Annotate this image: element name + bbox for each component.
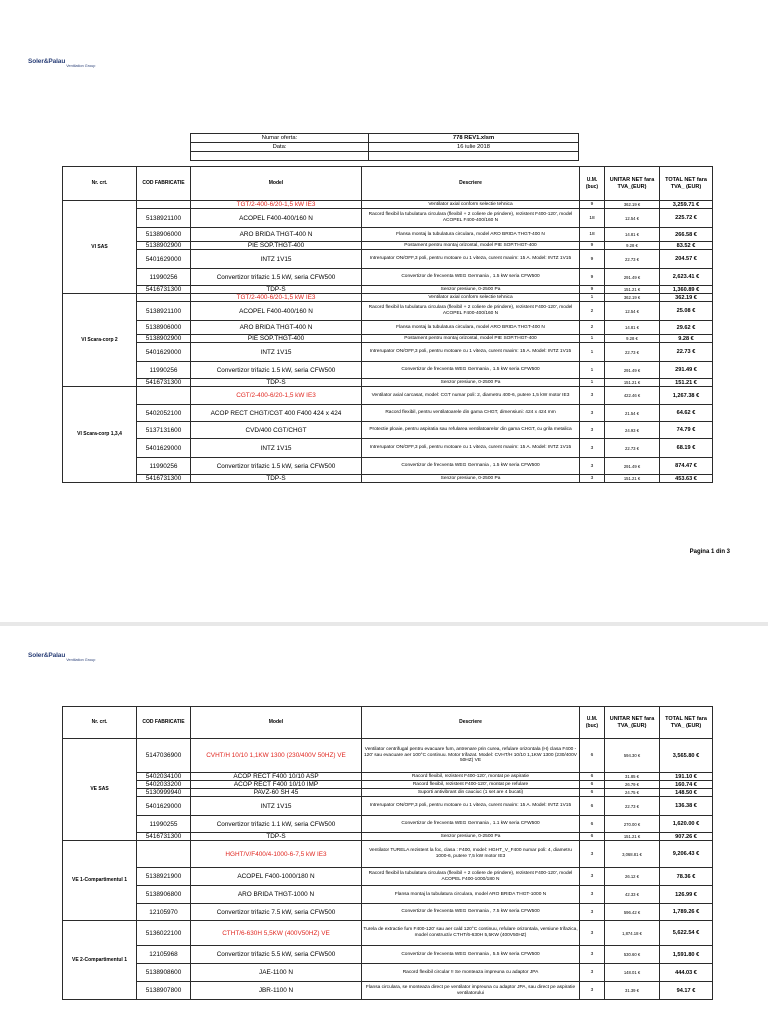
header-total-price: TOTAL NET fara TVA_ (EUR) <box>660 707 713 739</box>
offer-number-label: Numar oferta: <box>191 134 369 143</box>
total-price: 1,620.00 € <box>660 816 713 833</box>
unit-price: 362.19 € <box>605 201 660 209</box>
total-price: 1,591.80 € <box>660 946 713 964</box>
unit-price: 596.42 € <box>605 904 660 921</box>
quantity: 9 <box>580 269 605 286</box>
quantity: 3 <box>580 405 605 422</box>
product-model: CVD/400 CGT/CHGT <box>191 422 362 439</box>
unit-price: 24.75 € <box>605 789 660 797</box>
quantity: 18 <box>580 209 605 228</box>
quantity: 3 <box>580 886 605 904</box>
unit-price: 148.01 € <box>605 964 660 982</box>
table-row <box>63 269 713 286</box>
table-row <box>63 458 713 475</box>
offer-blank-cell <box>191 152 369 161</box>
product-model: ARO BRIDA THGT-1000 N <box>191 886 362 904</box>
table-row <box>63 739 713 773</box>
header-unit-price: UNITAR NET fara TVA_(EUR) <box>605 167 660 201</box>
product-model: INTZ 1V15 <box>191 439 362 458</box>
table-row <box>63 286 713 294</box>
unit-price: 422.46 € <box>605 387 660 405</box>
quantity: 3 <box>580 946 605 964</box>
quantity: 3 <box>580 868 605 886</box>
company-logo <box>28 652 95 662</box>
unit-price: 291.49 € <box>605 458 660 475</box>
page-number: Pagina 1 din 3 <box>689 549 730 555</box>
product-code: 11990256 <box>137 269 191 286</box>
product-code: 5402052100 <box>137 405 191 422</box>
header-unit-price: UNITAR NET fara TVA_(EUR) <box>605 707 660 739</box>
product-model: ACOP RECT CHGT/CGT 400 F400 424 x 424 <box>191 405 362 422</box>
total-price: 291.49 € <box>660 362 713 379</box>
product-model: CVHT/H 10/10 1,1KW 1300 (230/400V 50HZ) VE <box>191 739 362 773</box>
unit-price: 151.21 € <box>605 379 660 387</box>
table-row <box>63 833 713 841</box>
offer-number-value: 778 REV1.xlsm <box>369 134 579 143</box>
total-price: 266.58 € <box>660 228 713 242</box>
product-code: 5138921900 <box>137 868 191 886</box>
quantity: 1 <box>580 294 605 302</box>
product-model: Convertizor trifazic 1.5 kW, seria CFW500 <box>191 269 362 286</box>
product-model: TGT/2-400-6/20-1,5 kW IE3 <box>191 294 362 302</box>
product-code: 5137131600 <box>137 422 191 439</box>
product-model: ACOPEL F400-400/160 N <box>191 302 362 321</box>
unit-price: 21.54 € <box>605 405 660 422</box>
unit-price: 22.73 € <box>605 250 660 269</box>
table-body <box>63 201 713 483</box>
product-model: JAE-1100 N <box>191 964 362 982</box>
table-row <box>63 242 713 250</box>
unit-price: 270.00 € <box>605 816 660 833</box>
product-model: TGT/2-400-6/20-1,5 kW IE3 <box>191 201 362 209</box>
quantity: 3 <box>580 422 605 439</box>
total-price: 78.36 € <box>660 868 713 886</box>
table-row <box>63 773 713 781</box>
header-nr: Nr. crt. <box>63 167 137 201</box>
product-description: Racord flexibil la tubulatura circulara (flexibil + 2 coliere de prindere), rezistent F400-120', model ACOPEL F400-400/160 N <box>362 302 580 321</box>
header-model: Model <box>191 167 362 201</box>
quantity: 3 <box>580 904 605 921</box>
offer-blank-cell <box>369 152 579 161</box>
header-nr: Nr. crt. <box>63 707 137 739</box>
offer-page-2 <box>0 626 768 1024</box>
total-price: 453.63 € <box>660 475 713 483</box>
total-price: 9,206.43 € <box>660 841 713 868</box>
logo-subtitle: Ventilation Group <box>66 658 96 662</box>
company-logo <box>28 58 95 68</box>
product-code: 5138906000 <box>137 228 191 242</box>
unit-price: 14.81 € <box>605 228 660 242</box>
product-model: ACOP RECT F400 10/10 IMP <box>191 781 362 789</box>
table-row <box>63 405 713 422</box>
product-code: 5130999940 <box>137 789 191 797</box>
product-model: TDP-S <box>191 286 362 294</box>
product-description: Suporti antivibrant din cauciuc (1 set are 4 bucati) <box>362 789 580 797</box>
offer-date-value: 16 iulie 2018 <box>369 143 579 152</box>
table-row <box>63 921 713 946</box>
product-code: 5138906800 <box>137 886 191 904</box>
total-price: 225.72 € <box>660 209 713 228</box>
product-code: 5416731300 <box>137 379 191 387</box>
product-model: HGHT/V/F400/4-1000-6-7,5 kW IE3 <box>191 841 362 868</box>
product-code: 12105970 <box>137 904 191 921</box>
unit-price: 22.73 € <box>605 343 660 362</box>
unit-price: 594.30 € <box>605 739 660 773</box>
product-description: Ventilator TURELA rezistent la foc, clasa : F400, model: HGHT_V_F400 numar poli: 4, diametru 1000-6, putere 7,5 kW motor IE3 <box>362 841 580 868</box>
product-description: Racord flexibil circular !! Se monteaza impreuna cu adaptor JPA <box>362 964 580 982</box>
table-row <box>63 982 713 1000</box>
total-price: 444.03 € <box>660 964 713 982</box>
total-price: 191.10 € <box>660 773 713 781</box>
quantity: 1 <box>580 379 605 387</box>
total-price: 151.21 € <box>660 379 713 387</box>
table-row <box>63 439 713 458</box>
unit-price: 151.21 € <box>605 475 660 483</box>
quantity: 1 <box>580 343 605 362</box>
total-price: 25.08 € <box>660 302 713 321</box>
product-description: Convertizor de frecventa WEG Germania , 1.1 kW seria CFW500 <box>362 816 580 833</box>
product-model: Convertizor trifazic 7.5 kW, seria CFW500 <box>191 904 362 921</box>
product-model: ARO BRIDA THGT-400 N <box>191 228 362 242</box>
product-description: Convertizor de frecventa WEG Germania , 1.5 kW seria CFW500 <box>362 362 580 379</box>
unit-price: 291.49 € <box>605 362 660 379</box>
unit-price: 14.81 € <box>605 321 660 335</box>
group-name: VE 2-Compartimentul 1 <box>63 921 137 1000</box>
header-total-price: TOTAL NET fara TVA_ (EUR) <box>660 167 713 201</box>
product-description: Postament pentru montaj orizontal, model PIE SOP.THGT-400 <box>362 335 580 343</box>
product-model: Convertizor trifazic 5.5 kW, seria CFW500 <box>191 946 362 964</box>
product-code: 5416731300 <box>137 833 191 841</box>
product-description: Racord flexibil, rezistent F400-120', montat pe refulare <box>362 781 580 789</box>
product-model: PIE SOP.THGT-400 <box>191 335 362 343</box>
product-code: 5138908600 <box>137 964 191 982</box>
table-row <box>63 781 713 789</box>
total-price: 22.73 € <box>660 343 713 362</box>
product-model: ACOP RECT F400 10/10 ASP <box>191 773 362 781</box>
table-row <box>63 816 713 833</box>
total-price: 64.62 € <box>660 405 713 422</box>
table-row <box>63 321 713 335</box>
product-description: Racord flexibil la tubulatura circulara (flexibil + 2 coliere de prindere), rezistent F400-120', model ACOPEL F400-1000/180 N <box>362 868 580 886</box>
product-description: Ventilator axial conform selectie tehnica <box>362 294 580 302</box>
quantity: 3 <box>580 387 605 405</box>
table-row <box>63 335 713 343</box>
unit-price: 26.12 € <box>605 868 660 886</box>
quantity: 3 <box>580 439 605 458</box>
header-model: Model <box>191 707 362 739</box>
unit-price: 26.79 € <box>605 781 660 789</box>
group-name: VE 1-Compartimentul 1 <box>63 841 137 921</box>
header-um: U.M. (buc) <box>580 167 605 201</box>
table-row <box>63 841 713 868</box>
product-code: 5401629000 <box>137 797 191 816</box>
product-model: Convertizor trifazic 1.5 kW, seria CFW500 <box>191 362 362 379</box>
total-price: 94.17 € <box>660 982 713 1000</box>
quantity: 2 <box>580 302 605 321</box>
table-row <box>63 201 713 209</box>
total-price: 3,259.71 € <box>660 201 713 209</box>
product-model: Convertizor trifazic 1.1 kW, seria CFW500 <box>191 816 362 833</box>
unit-price: 31.85 € <box>605 773 660 781</box>
unit-price: 530.60 € <box>605 946 660 964</box>
product-description: Ventilator centrifugal pentru evacuare fum, antrenare prin curea, refulare orizontala (H) clasa F400 - 120' sau evacuare aer 100°C continuu. Motor trifazat. Model: CVHT/H 10/10 1,1KW 1300 (230/400V 50HZ) VE <box>362 739 580 773</box>
unit-price: 9.28 € <box>605 242 660 250</box>
table-row <box>63 946 713 964</box>
unit-price: 22.73 € <box>605 439 660 458</box>
product-code: 5402034100 <box>137 773 191 781</box>
product-code: 5147036900 <box>137 739 191 773</box>
product-description: Racord flexibil, rezistent F400-120', montat pe aspiratie <box>362 773 580 781</box>
quantity: 18 <box>580 228 605 242</box>
unit-price: 151.21 € <box>605 833 660 841</box>
quantity: 3 <box>580 921 605 946</box>
total-price: 874.47 € <box>660 458 713 475</box>
group-name: VI SAS <box>63 201 137 294</box>
product-description: Intrerupator ON/OFF,3 poli, pentru motoare cu 1 viteza, curent maxim: 15 A. Model: INTZ 1V15 <box>362 343 580 362</box>
table-row <box>63 228 713 242</box>
total-price: 9.28 € <box>660 335 713 343</box>
product-description: Flansa montaj la tubulatura circulara, model ARO BRIDA THGT-1000 N <box>362 886 580 904</box>
product-model: ARO BRIDA THGT-400 N <box>191 321 362 335</box>
quantity: 9 <box>580 286 605 294</box>
product-model: INTZ 1V15 <box>191 250 362 269</box>
total-price: 83.52 € <box>660 242 713 250</box>
product-description: Intrerupator ON/OFF,3 poli, pentru motoare cu 1 viteza, curent maxim: 15 A. Model: INTZ 1V15 <box>362 250 580 269</box>
quantity: 6 <box>580 816 605 833</box>
product-model: TDP-S <box>191 475 362 483</box>
product-description: Convertizor de frecventa WEG Germania , 7.5 kW seria CFW500 <box>362 904 580 921</box>
total-price: 68.19 € <box>660 439 713 458</box>
unit-price: 151.21 € <box>605 286 660 294</box>
product-description: Flansa circulara, se monteaza direct pe ventilator impreuna cu adaptor JPA, sau direct pe aspiratie ventilatorului <box>362 982 580 1000</box>
product-description: Convertizor de frecventa WEG Germania , 1.5 kW seria CFW500 <box>362 269 580 286</box>
group-name: VI Scara-corp 1,3,4 <box>63 387 137 483</box>
product-description: Flansa montaj la tubulatura circulara, model ARO BRIDA THGT-400 N <box>362 228 580 242</box>
total-price: 160.74 € <box>660 781 713 789</box>
product-description: Flansa montaj la tubulatura circulara, model ARO BRIDA THGT-400 N <box>362 321 580 335</box>
total-price: 3,565.80 € <box>660 739 713 773</box>
header-description: Descriere <box>362 167 580 201</box>
quantity: 3 <box>580 964 605 982</box>
total-price: 1,360.89 € <box>660 286 713 294</box>
product-description: Racord flexibil la tubulatura circulara (flexibil + 2 coliere de prindere), rezistent F400-120', model ACOPEL F400-400/160 N <box>362 209 580 228</box>
logo-subtitle: Ventilation Group <box>66 64 96 68</box>
product-code <box>137 841 191 868</box>
total-price: 907.26 € <box>660 833 713 841</box>
logo-name: Soler&Palau <box>28 652 66 659</box>
total-price: 1,267.38 € <box>660 387 713 405</box>
table-row <box>63 868 713 886</box>
total-price: 1,789.26 € <box>660 904 713 921</box>
total-price: 126.99 € <box>660 886 713 904</box>
product-description: Ventilator axial conform selectie tehnica <box>362 201 580 209</box>
quantity: 9 <box>580 201 605 209</box>
unit-price: 12.54 € <box>605 302 660 321</box>
product-description: Intrerupator ON/OFF,3 poli, pentru motoare cu 1 viteza, curent maxim: 15 A. Model: INTZ 1V15 <box>362 439 580 458</box>
quantity: 6 <box>580 833 605 841</box>
product-code: 11990256 <box>137 362 191 379</box>
offer-date-label: Data: <box>191 143 369 152</box>
table-row <box>63 422 713 439</box>
product-code: 5138907800 <box>137 982 191 1000</box>
total-price: 74.79 € <box>660 422 713 439</box>
table-row <box>63 387 713 405</box>
product-description: Senzor presiune, 0-2500 Pa <box>362 379 580 387</box>
header-code: COD FABRICATIE <box>137 707 191 739</box>
logo-name: Soler&Palau <box>28 58 66 65</box>
group-name: VI Scara-corp 2 <box>63 294 137 387</box>
product-code: 11990255 <box>137 816 191 833</box>
product-code: 5138921100 <box>137 209 191 228</box>
product-description: Convertizor de frecventa WEG Germania , 5.5 kW seria CFW500 <box>362 946 580 964</box>
unit-price: 31.39 € <box>605 982 660 1000</box>
product-description: Convertizor de frecventa WEG Germania , 1.5 kW seria CFW500 <box>362 458 580 475</box>
product-code: 5416731300 <box>137 286 191 294</box>
table-row <box>63 789 713 797</box>
product-model: TDP-S <box>191 379 362 387</box>
product-code: 5138902900 <box>137 242 191 250</box>
total-price: 362.19 € <box>660 294 713 302</box>
unit-price: 22.73 € <box>605 797 660 816</box>
product-code: 5138902900 <box>137 335 191 343</box>
quantity: 3 <box>580 841 605 868</box>
products-table-page-1 <box>62 166 713 483</box>
quantity: 9 <box>580 242 605 250</box>
quantity: 2 <box>580 321 605 335</box>
unit-price: 1,874.18 € <box>605 921 660 946</box>
quantity: 6 <box>580 789 605 797</box>
product-code: 12105968 <box>137 946 191 964</box>
product-model: CTHT/6-630H 5,5KW (400V50HZ) VE <box>191 921 362 946</box>
unit-price: 362.19 € <box>605 294 660 302</box>
product-code: 5136022100 <box>137 921 191 946</box>
table-row <box>63 886 713 904</box>
table-row <box>63 904 713 921</box>
quantity: 3 <box>580 458 605 475</box>
group-name: VE SAS <box>63 739 137 841</box>
product-code: 5138906000 <box>137 321 191 335</box>
quantity: 6 <box>580 773 605 781</box>
table-row <box>63 475 713 483</box>
total-price: 204.57 € <box>660 250 713 269</box>
product-description: Senzor presiune, 0-2500 Pa <box>362 833 580 841</box>
table-row <box>63 362 713 379</box>
total-price: 2,623.41 € <box>660 269 713 286</box>
product-model: CGT/2-400-6/20-1,5 kW IE3 <box>191 387 362 405</box>
product-code: 5401629000 <box>137 343 191 362</box>
product-code: 5402033200 <box>137 781 191 789</box>
product-code <box>137 294 191 302</box>
quantity: 9 <box>580 250 605 269</box>
product-model: PIE SOP.THGT-400 <box>191 242 362 250</box>
product-description: Senzor presiune, 0-2500 Pa <box>362 475 580 483</box>
product-description: Turela de extractie fum F400-120' sau aer cald 120°C continuu, refulare orizontala, versiune trifazica, model constructiv CTHT/6-630H 5,5KW (400V50HZ) <box>362 921 580 946</box>
table-row <box>63 294 713 302</box>
product-description: Intrerupator ON/OFF,3 poli, pentru motoare cu 1 viteza, curent maxim: 15 A. Model: INTZ 1V15 <box>362 797 580 816</box>
product-code <box>137 387 191 405</box>
quantity: 3 <box>580 982 605 1000</box>
table-header-row <box>63 707 713 739</box>
quantity: 6 <box>580 797 605 816</box>
quantity: 1 <box>580 362 605 379</box>
product-model: Convertizor trifazic 1.5 kW, seria CFW500 <box>191 458 362 475</box>
product-code: 5401629000 <box>137 250 191 269</box>
offer-info-table <box>190 133 579 161</box>
unit-price: 12.54 € <box>605 209 660 228</box>
product-description: Senzor presiune, 0-2500 Pa <box>362 286 580 294</box>
product-code: 5138921100 <box>137 302 191 321</box>
header-um: U.M. (buc) <box>580 707 605 739</box>
product-description: Protectie ploaie, pentru aspiratia sau refularea ventilatoarelor din gama CHGT, cu grila metalica <box>362 422 580 439</box>
total-price: 29.62 € <box>660 321 713 335</box>
products-table-page-2 <box>62 706 713 1000</box>
unit-price: 9.28 € <box>605 335 660 343</box>
product-model: TDP-S <box>191 833 362 841</box>
product-description: Racord flexibil, pentru ventilatoarele din gama CHGT, dimensiuni: 424 x 424 mm <box>362 405 580 422</box>
table-row <box>63 250 713 269</box>
total-price: 136.38 € <box>660 797 713 816</box>
product-model: INTZ 1V15 <box>191 797 362 816</box>
header-code: COD FABRICATIE <box>137 167 191 201</box>
quantity: 3 <box>580 475 605 483</box>
table-row <box>63 302 713 321</box>
unit-price: 24.93 € <box>605 422 660 439</box>
table-row <box>63 379 713 387</box>
quantity: 6 <box>580 781 605 789</box>
product-code <box>137 201 191 209</box>
product-model: INTZ 1V15 <box>191 343 362 362</box>
header-description: Descriere <box>362 707 580 739</box>
product-code: 5416731300 <box>137 475 191 483</box>
unit-price: 291.49 € <box>605 269 660 286</box>
table-row <box>63 343 713 362</box>
product-description: Ventilator axial carcasat, model: CGT numar poli: 2, diametru 400-6, putere 1,5 kW motor IE3 <box>362 387 580 405</box>
table-row <box>63 797 713 816</box>
unit-price: 42.33 € <box>605 886 660 904</box>
product-code: 5401629000 <box>137 439 191 458</box>
table-header-row <box>63 167 713 201</box>
product-description: Postament pentru montaj orizontal, model PIE SOP.THGT-400 <box>362 242 580 250</box>
quantity: 1 <box>580 335 605 343</box>
quantity: 6 <box>580 739 605 773</box>
product-model: ACOPEL F400-1000/180 N <box>191 868 362 886</box>
product-model: JBR-1100 N <box>191 982 362 1000</box>
total-price: 148.50 € <box>660 789 713 797</box>
table-body <box>63 739 713 1000</box>
table-row <box>63 209 713 228</box>
product-code: 11990256 <box>137 458 191 475</box>
table-row <box>63 964 713 982</box>
product-model: ACOPEL F400-400/160 N <box>191 209 362 228</box>
total-price: 5,622.54 € <box>660 921 713 946</box>
product-model: PAVZ-60 SH 45 <box>191 789 362 797</box>
unit-price: 3,068.81 € <box>605 841 660 868</box>
